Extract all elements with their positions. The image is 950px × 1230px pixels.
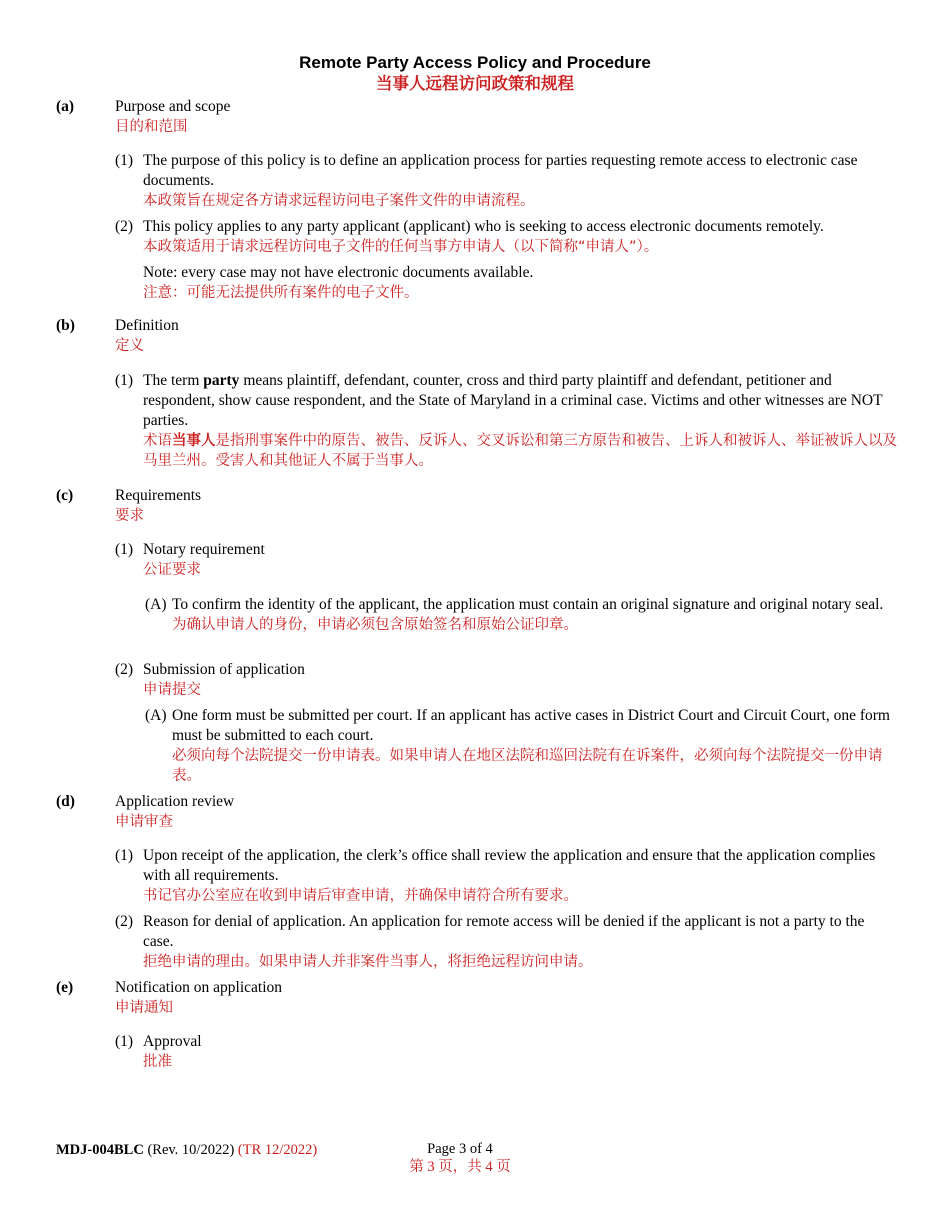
item-text-chinese: 本政策旨在规定各方请求远程访问电子案件文件的申请流程。 — [143, 193, 535, 209]
item-text-chinese: 公证要求 — [143, 562, 201, 578]
section-c-item-1 — [143, 540, 898, 580]
section-c-item-2 — [143, 660, 898, 700]
heading-chinese: 申请通知 — [115, 1000, 173, 1016]
note-chinese: 注意：可能无法提供所有案件的电子文件。 — [143, 285, 419, 301]
form-id: MDJ-004BLC — [56, 1142, 144, 1158]
section-e-heading — [115, 978, 282, 1018]
item-text-english: This policy applies to any party applicant (applicant) who is seeking to access electronic documents remotely. — [143, 218, 824, 235]
page-number-chinese: 第 3 页，共 4 页 — [409, 1159, 511, 1175]
heading-chinese: 目的和范围 — [115, 119, 188, 135]
section-c-item-1-sub — [172, 595, 897, 635]
heading-english: Notification on application — [115, 979, 283, 996]
term-party: party — [203, 372, 240, 389]
section-b-heading — [115, 316, 179, 356]
item-text-chinese — [143, 431, 898, 471]
heading-english: Requirements — [115, 487, 202, 504]
section-a-item-2-num: (2) — [115, 218, 134, 235]
section-e-item-1 — [143, 1032, 898, 1072]
item-text-chinese: 批准 — [143, 1054, 172, 1070]
sub-text-english: To confirm the identity of the applicant, the application must contain an original signature and original notary seal. — [172, 596, 884, 613]
section-a-item-1-num: (1) — [115, 152, 134, 169]
title-english: Remote Party Access Policy and Procedure — [299, 53, 651, 72]
item-text-chinese: 申请提交 — [143, 682, 201, 698]
item-text-english: Approval — [143, 1033, 202, 1050]
heading-chinese: 定义 — [115, 338, 144, 354]
sub-text-chinese: 必须向每个法院提交一份申请表。如果申请人在地区法院和巡回法院有在诉案件，必须向每个法院提交一份申请表。 — [172, 748, 883, 784]
item-text-english: Notary requirement — [143, 541, 265, 558]
page-number-english: Page 3 of 4 — [427, 1141, 493, 1157]
section-a-item-1 — [143, 151, 898, 211]
section-c-item-1-num: (1) — [115, 541, 134, 558]
section-d-heading — [115, 792, 234, 832]
title-chinese: 当事人远程访问政策和规程 — [376, 74, 574, 93]
item-text-chinese: 书记官办公室应在收到申请后审查申请，并确保申请符合所有要求。 — [143, 888, 578, 904]
heading-chinese: 申请审查 — [115, 814, 173, 830]
item-text-english: Reason for denial of application. An application for remote access will be denied if the applicant is not a party to the case. — [143, 913, 865, 950]
section-c-letter: (c) — [56, 487, 74, 504]
section-b-letter: (b) — [56, 317, 75, 334]
item-text-english — [143, 371, 898, 431]
form-revision: (Rev. 10/2022) — [147, 1142, 235, 1158]
section-a-heading — [115, 97, 230, 137]
section-a-letter: (a) — [56, 98, 75, 115]
section-c-heading — [115, 486, 201, 526]
item-text-english: Submission of application — [143, 661, 305, 678]
term-party-zh: 当事人 — [172, 433, 216, 449]
section-d-item-1-num: (1) — [115, 847, 134, 864]
form-identifier — [56, 1140, 317, 1160]
note-english: Note: every case may not have electronic documents available. — [143, 264, 534, 281]
zh-post: 是指刑事案件中的原告、被告、反诉人、交叉诉讼和第三方原告和被告、上诉人和被诉人、举证被诉人以及马里兰州。受害人和其他证人不属于当事人。 — [143, 433, 897, 469]
item-text-chinese: 本政策适用于请求远程访问电子文件的任何当事方申请人（以下简称“申请人”）。 — [143, 239, 659, 255]
sub-text-english: One form must be submitted per court. If an applicant has active cases in District Court and Circuit Court, one form must be submitted to each court. — [172, 707, 890, 744]
heading-english: Application review — [115, 793, 235, 810]
form-translation-revision: (TR 12/2022) — [237, 1142, 318, 1158]
sub-text-chinese: 为确认申请人的身份，申请必须包含原始签名和原始公证印章。 — [172, 617, 578, 633]
section-b-item-1 — [143, 371, 898, 471]
heading-english: Definition — [115, 317, 179, 334]
heading-english: Purpose and scope — [115, 98, 231, 115]
page-number — [370, 1140, 550, 1176]
section-d-letter: (d) — [56, 793, 75, 810]
document-title — [0, 52, 950, 94]
text-post: means plaintiff, defendant, counter, cross and third party plaintiff and defendant, petitioner and respondent, show cause respondent, and the State of Maryland in a criminal case. Victims and other witnesses are NOT parties. — [143, 372, 883, 429]
section-c-item-1-sub-num: (A) — [145, 596, 167, 613]
section-d-item-1 — [143, 846, 898, 906]
section-e-letter: (e) — [56, 979, 74, 996]
zh-pre: 术语 — [143, 433, 172, 449]
item-text-english: The purpose of this policy is to define an application process for parties requesting remote access to electronic case documents. — [143, 152, 858, 189]
item-text-chinese: 拒绝申请的理由。如果申请人并非案件当事人，将拒绝远程访问申请。 — [143, 954, 593, 970]
section-d-item-2-num: (2) — [115, 913, 134, 930]
section-a-item-2 — [143, 217, 903, 303]
item-text-english: Upon receipt of the application, the clerk’s office shall review the application and ensure that the application complies with all requirements. — [143, 847, 876, 884]
text-pre: The term — [143, 372, 204, 389]
heading-chinese: 要求 — [115, 508, 144, 524]
section-e-item-1-num: (1) — [115, 1033, 134, 1050]
section-c-item-2-num: (2) — [115, 661, 134, 678]
section-c-item-2-sub-num: (A) — [145, 707, 167, 724]
section-d-item-2 — [143, 912, 898, 972]
section-b-item-1-num: (1) — [115, 372, 134, 389]
section-c-item-2-sub — [172, 706, 897, 786]
